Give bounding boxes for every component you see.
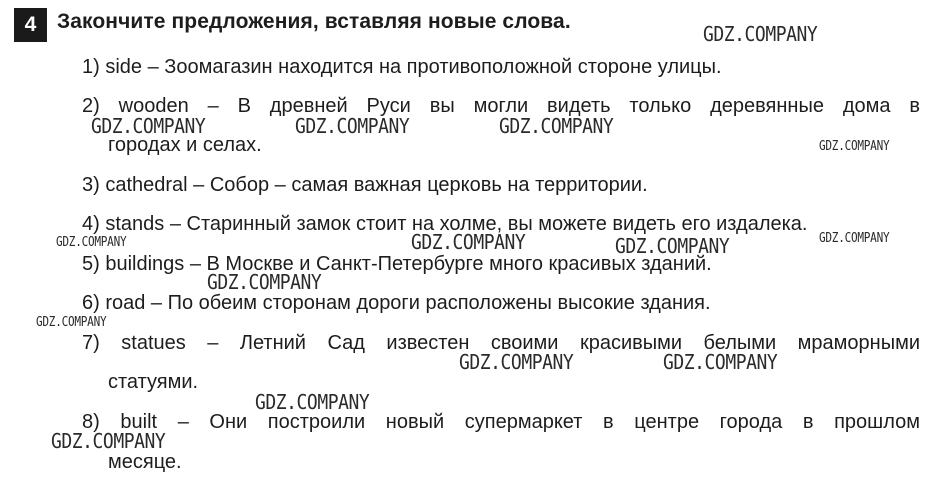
watermark: GDZ.COMPANY: [56, 235, 127, 250]
sentence-8-line-1: 8) built – Они построили новый супермаркет в центре города в прошлом: [82, 411, 920, 433]
watermark: GDZ.COMPANY: [295, 114, 410, 138]
watermark: GDZ.COMPANY: [459, 350, 574, 374]
watermark: GDZ.COMPANY: [819, 139, 890, 154]
watermark: GDZ.COMPANY: [207, 270, 322, 294]
watermark: GDZ.COMPANY: [615, 234, 730, 258]
watermark: GDZ.COMPANY: [663, 350, 778, 374]
watermark: GDZ.COMPANY: [819, 231, 890, 246]
exercise-number-badge: 4: [14, 8, 47, 42]
sentence-3: 3) cathedral – Собор – самая важная церковь на территории.: [82, 174, 648, 196]
sentence-1: 1) side – Зоомагазин находится на противоположной стороне улицы.: [82, 56, 722, 78]
sentence-7-line-1: 7) statues – Летний Сад известен своими красивыми белыми мраморными: [82, 332, 920, 354]
watermark: GDZ.COMPANY: [91, 114, 206, 138]
sentence-4: 4) stands – Старинный замок стоит на холме, вы можете видеть его издалека.: [82, 213, 808, 235]
sentence-7-line-2: статуями.: [108, 371, 199, 393]
watermark: GDZ.COMPANY: [499, 114, 614, 138]
sentence-6: 6) road – По обеим сторонам дороги расположены высокие здания.: [82, 292, 711, 314]
watermark: GDZ.COMPANY: [255, 390, 370, 414]
sentence-2-line-2: городах и селах.: [108, 134, 262, 156]
watermark: GDZ.COMPANY: [36, 315, 107, 330]
sentence-2-line-1: 2) wooden – В древней Руси вы могли видеть только деревянные дома в: [82, 95, 920, 117]
watermark: GDZ.COMPANY: [411, 230, 526, 254]
sentence-5: 5) buildings – В Москве и Санкт-Петербурге много красивых зданий.: [82, 253, 712, 275]
watermark: GDZ.COMPANY: [51, 429, 166, 453]
sentence-8-line-2: месяце.: [108, 451, 182, 473]
watermark: GDZ.COMPANY: [703, 22, 818, 46]
exercise-title: Закончите предложения, вставляя новые слова.: [57, 10, 571, 33]
